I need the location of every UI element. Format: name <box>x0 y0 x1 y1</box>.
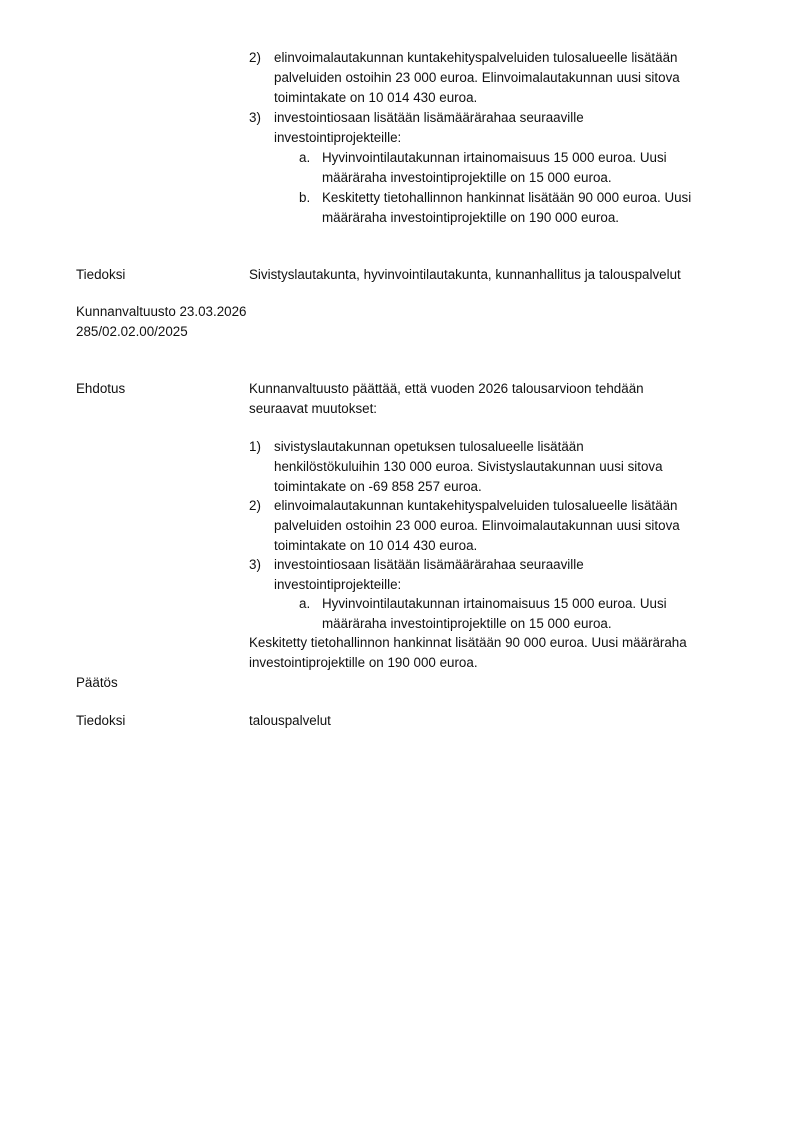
ehdotus-label: Ehdotus <box>76 381 126 396</box>
list-item: elinvoimalautakunnan kuntakehityspalveluiden tulosalueelle lisätään palveluiden ostoihin 23 000 euroa. Elinvoimalautakunnan uusi sitova toimintakate on 10 014 430 euroa. <box>274 498 680 553</box>
sublist-letter: a. <box>299 596 311 611</box>
list-item: elinvoimalautakunnan kuntakehityspalveluiden tulosalueelle lisätään palveluiden ostoihin 23 000 euroa. Elinvoimalautakunnan uusi sitova toimintakate on 10 014 430 euroa. <box>274 50 680 105</box>
sublist-item: Hyvinvointilautakunnan irtainomaisuus 15 000 euroa. Uusi määräraha investointiprojektille on 15 000 euroa. <box>322 596 667 631</box>
ehdotus-intro: Kunnanvaltuusto päättää, että vuoden 2026 talousarvioon tehdään seuraavat muutokset: <box>249 381 644 416</box>
list-item: sivistyslautakunnan opetuksen tulosalueelle lisätään henkilöstökuluihin 130 000 euroa. Sivistyslautakunnan uusi sitova toimintakate on -69 858 257 euroa. <box>274 439 663 494</box>
sublist-item: Hyvinvointilautakunnan irtainomaisuus 15 000 euroa. Uusi määräraha investointiprojektille on 15 000 euroa. <box>322 150 667 185</box>
list-item: investointiosaan lisätään lisämäärärahaa seuraaville investointiprojekteille: <box>274 557 584 592</box>
list-number: 1) <box>249 439 261 454</box>
list-item: investointiosaan lisätään lisämäärärahaa seuraaville investointiprojekteille: <box>274 110 584 145</box>
sublist-letter: b. <box>299 190 311 205</box>
ehdotus-trailing-text: Keskitetty tietohallinnon hankinnat lisätään 90 000 euroa. Uusi määräraha investointiprojektille on 190 000 euroa. <box>249 635 687 670</box>
sublist-item: Keskitetty tietohallinnon hankinnat lisätään 90 000 euroa. Uusi määräraha investointiprojektille on 190 000 euroa. <box>322 190 692 225</box>
list-number: 3) <box>249 110 261 125</box>
list-number: 3) <box>249 557 261 572</box>
list-number: 2) <box>249 50 261 65</box>
meeting-title: Kunnanvaltuusto 23.03.2026 <box>76 304 247 319</box>
list-number: 2) <box>249 498 261 513</box>
sublist-letter: a. <box>299 150 311 165</box>
tiedoksi-bottom-value: talouspalvelut <box>249 713 331 728</box>
tiedoksi-bottom-label: Tiedoksi <box>76 713 126 728</box>
tiedoksi-label: Tiedoksi <box>76 267 126 282</box>
tiedoksi-value: Sivistyslautakunta, hyvinvointilautakunta, kunnanhallitus ja talouspalvelut <box>249 267 681 282</box>
record-number: 285/02.02.00/2025 <box>76 324 188 339</box>
paatos-label: Päätös <box>76 675 118 690</box>
